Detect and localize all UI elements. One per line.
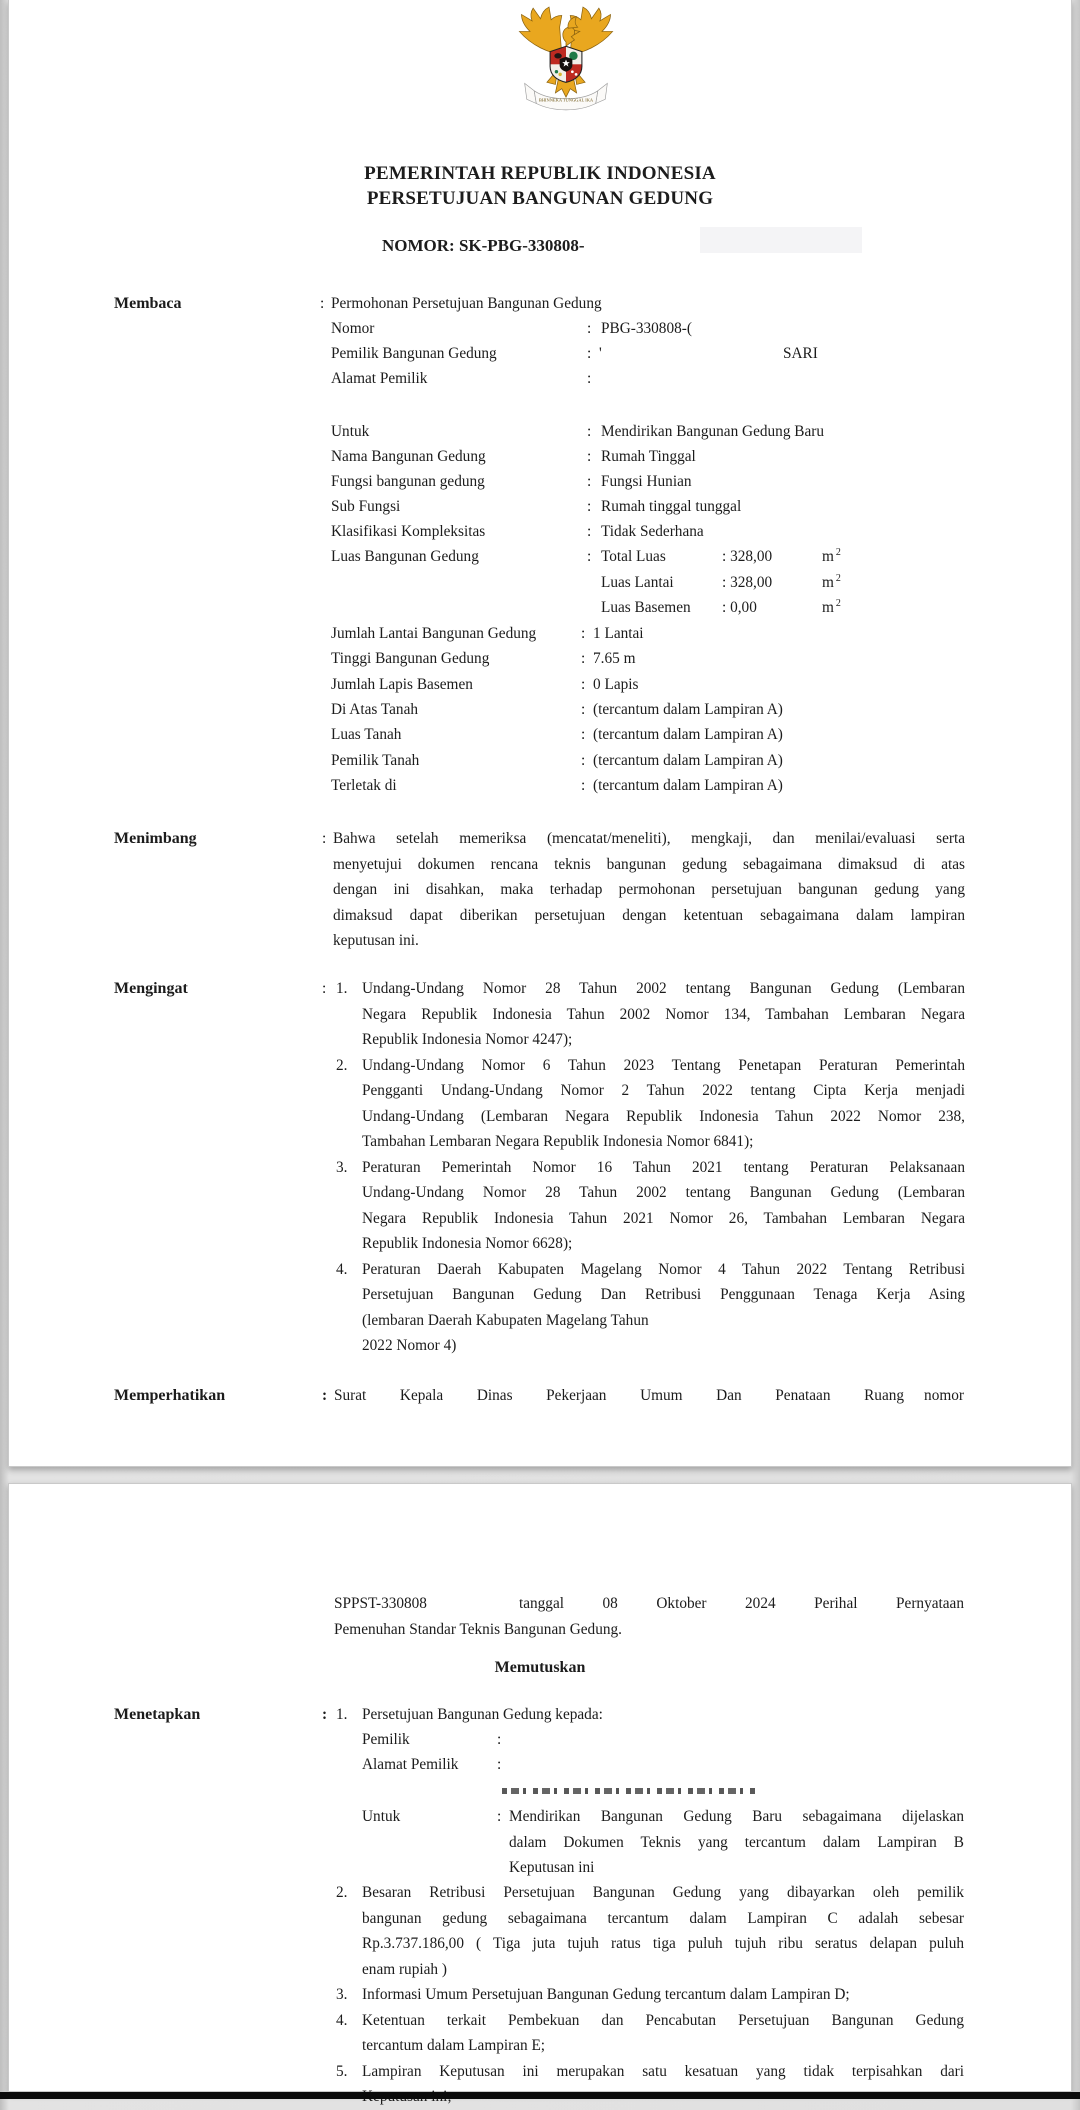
field-label: Klasifikasi Kompleksitas: [331, 523, 486, 540]
list-item-line: Undang-Undang Nomor 28 Tahun 2002 tentang Bangunan Gedung (Lembaran: [362, 980, 965, 997]
luas-unit: m $^2$: [822, 597, 841, 616]
section-label-memperhatikan: Memperhatikan: [114, 1387, 226, 1404]
list-item-number: 5.: [336, 2062, 348, 2080]
colon: :: [322, 1387, 328, 1404]
list-item-line: (lembaran Daerah Kabupaten Magelang Tahun: [362, 1311, 649, 1329]
colon: :: [581, 701, 586, 718]
luas-unit: m $^2$: [822, 572, 841, 591]
list-item: [336, 2008, 964, 2059]
colon: :: [322, 830, 327, 847]
list-item: [336, 1982, 964, 2008]
document-title-line1: PEMERINTAH REPUBLIK INDONESIA: [364, 163, 716, 184]
field-label: Alamat Pemilik: [331, 370, 428, 387]
document-page-2: [8, 1483, 1072, 2092]
list-item-number: 4.: [336, 1260, 348, 1278]
field-value: 7.65 m: [593, 650, 636, 667]
colon: :: [587, 370, 592, 387]
list-item-line: Pengganti Undang-Undang Nomor 2 Tahun 2022 tentang Cipta Kerja menjadi: [362, 1082, 965, 1099]
menetapkan-list: [336, 1880, 964, 2110]
field-label: Nama Bangunan Gedung: [331, 448, 486, 465]
field-value: Mendirikan Bangunan Gedung Baru: [601, 423, 825, 440]
field-value: 0 Lapis: [593, 676, 639, 693]
field-label: Nomor: [331, 320, 375, 337]
field-value-line: Keputusan ini: [509, 1859, 595, 1876]
field-label: Alamat Pemilik: [362, 1756, 459, 1773]
field-label: Fungsi bangunan gedung: [331, 473, 485, 490]
colon: :: [581, 726, 586, 743]
field-value-line: Mendirikan Bangunan Gedung Baru sebagaimana dijelaskan: [509, 1808, 964, 1825]
field-value: PBG-330808-(: [601, 320, 692, 337]
colon: :: [581, 752, 586, 769]
field-label: Pemilik Bangunan Gedung: [331, 345, 497, 362]
field-label: Terletak di: [331, 777, 397, 794]
field-label: Jumlah Lantai Bangunan Gedung: [331, 625, 537, 642]
section-label-mengingat: Mengingat: [114, 980, 188, 997]
document-number: NOMOR: SK-PBG-330808-: [382, 236, 585, 255]
paragraph-line: dengan ini disahkan, maka terhadap permohonan persetujuan bangunan gedung yang: [333, 881, 965, 898]
list-item-line: Negara Republik Indonesia Tahun 2021 Nomor 26, Tambahan Lembaran Negara: [362, 1209, 965, 1227]
redacted-text-remnant: [502, 1788, 758, 1794]
field-label: Luas Tanah: [331, 726, 402, 743]
list-item-line: Ketentuan terkait Pembekuan dan Pencabutan Persetujuan Bangunan Gedung: [362, 2011, 964, 2029]
colon: :: [497, 1808, 502, 1825]
field-label: Pemilik Tanah: [331, 752, 420, 769]
luas-value: : 0,00: [722, 599, 757, 616]
colon: :: [587, 345, 592, 362]
field-label: Di Atas Tanah: [331, 701, 419, 718]
list-item-line: Undang-Undang Nomor 28 Tahun 2002 tentang Bangunan Gedung (Lembaran: [362, 1184, 965, 1201]
colon: :: [587, 523, 592, 540]
field-label: Luas Bangunan Gedung: [331, 548, 479, 565]
untuk-value: [509, 1804, 964, 1881]
colon: :: [581, 676, 586, 693]
paragraph-line: menyetujui dokumen rencana teknis bangunan gedung sebagaimana dimaksud di atas: [333, 855, 965, 873]
field-value: (tercantum dalam Lampiran A): [593, 701, 783, 718]
colon: :: [322, 1706, 328, 1723]
luas-value: : 328,00: [722, 574, 773, 591]
colon: :: [587, 473, 592, 490]
list-item-number: 3.: [336, 1158, 348, 1176]
colon: :: [320, 295, 325, 312]
bottom-black-bar: [0, 2092, 1080, 2099]
list-item-number: 1.: [336, 980, 348, 997]
field-value: (tercantum dalam Lampiran A): [593, 752, 783, 769]
colon: :: [322, 980, 327, 997]
list-item-line: bangunan gedung sebagaimana tercantum dalam Lampiran C adalah sebesar: [362, 1909, 964, 1927]
continuation-line: Pemenuhan Standar Teknis Bangunan Gedung.: [334, 1620, 622, 1638]
field-label: Untuk: [331, 423, 370, 440]
membaca-intro: Permohonan Persetujuan Bangunan Gedung: [331, 295, 602, 312]
reference-number: SPPST-330808: [334, 1595, 427, 1612]
colon: :: [587, 423, 592, 440]
list-item-number: 2.: [336, 1056, 348, 1074]
luas-unit: m $^2$: [822, 546, 841, 565]
field-value: Rumah tinggal tunggal: [601, 498, 742, 515]
list-item-line: Peraturan Daerah Kabupaten Magelang Nomor 4 Tahun 2022 Tentang Retribusi: [362, 1260, 965, 1278]
list-item-line: Undang-Undang Nomor 6 Tahun 2023 Tentang Penetapan Peraturan Pemerintah: [362, 1056, 965, 1074]
field-value: 1 Lantai: [593, 625, 644, 642]
field-label: Jumlah Lapis Basemen: [331, 676, 473, 693]
list-item-line: Tambahan Lembaran Negara Republik Indonesia Nomor 6841);: [362, 1133, 754, 1150]
memutuskan-heading: Memutuskan: [494, 1659, 586, 1676]
luas-name: Luas Lantai: [601, 574, 674, 591]
list-item-text: Persetujuan Bangunan Gedung kepada:: [362, 1706, 603, 1723]
list-item-line: Peraturan Pemerintah Nomor 16 Tahun 2021 tentang Peraturan Pelaksanaan: [362, 1158, 965, 1176]
colon: :: [587, 320, 592, 337]
list-item-line: Lampiran Keputusan ini merupakan satu kesatuan yang tidak terpisahkan dari: [362, 2062, 964, 2080]
list-item-line: enam rupiah ): [362, 1960, 447, 1978]
list-item-line: Undang-Undang (Lembaran Negara Republik Indonesia Tahun 2022 Nomor 238,: [362, 1107, 965, 1125]
luas-value: : 328,00: [722, 548, 773, 565]
luas-name: Luas Basemen: [601, 599, 691, 616]
field-value-partial: SARI: [783, 345, 818, 362]
list-item-line: Informasi Umum Persetujuan Bangunan Gedung tercantum dalam Lampiran D;: [362, 1986, 850, 2003]
paragraph-line: dimaksud dapat diberikan persetujuan dengan ketentuan sebagaimana dalam lampiran: [333, 906, 965, 924]
section-label-membaca: Membaca: [114, 295, 182, 312]
field-value: Rumah Tinggal: [601, 448, 696, 465]
luas-name: Total Luas: [601, 548, 666, 565]
list-item-line: Persetujuan Bangunan Gedung Dan Retribusi Penggunaan Tenaga Kerja Asing: [362, 1286, 965, 1303]
section-label-menetapkan: Menetapkan: [114, 1706, 201, 1723]
field-value-line: dalam Dokumen Teknis yang tercantum dalam Lampiran B: [509, 1833, 964, 1851]
colon: :: [587, 548, 592, 565]
list-item-line: Negara Republik Indonesia Tahun 2002 Nomor 134, Tambahan Lembaran Negara: [362, 1005, 965, 1023]
field-label: Tinggi Bangunan Gedung: [331, 650, 490, 667]
ribbon-motto: BHINNEKA TUNGGAL IKA: [538, 97, 594, 103]
colon: :: [497, 1756, 502, 1773]
list-item: [336, 1880, 964, 1982]
list-item-number: 1.: [336, 1706, 348, 1723]
list-item-line: Rp.3.737.186,00 ( Tiga juta tujuh ratus tiga puluh tujuh ribu seratus delapan puluh: [362, 1935, 964, 1952]
paragraph-line: keputusan ini.: [333, 932, 419, 949]
list-item-number: 3.: [336, 1986, 348, 2003]
list-item-line: Besaran Retribusi Persetujuan Bangunan Gedung yang dibayarkan oleh pemilik: [362, 1884, 964, 1901]
field-value: (tercantum dalam Lampiran A): [593, 726, 783, 743]
list-item-number: 4.: [336, 2011, 348, 2029]
section-label-menimbang: Menimbang: [114, 830, 197, 847]
colon: :: [581, 777, 586, 794]
list-item: [336, 2059, 964, 2110]
colon: :: [587, 448, 592, 465]
list-item-line: 2022 Nomor 4): [362, 1337, 457, 1354]
colon: :: [581, 625, 586, 642]
colon: :: [497, 1731, 502, 1748]
list-item-number: 2.: [336, 1884, 348, 1901]
colon: :: [587, 498, 592, 515]
field-value: ': [599, 345, 602, 362]
list-item-line: Republik Indonesia Nomor 4247);: [362, 1031, 573, 1048]
paragraph-line: Bahwa setelah memeriksa (mencatat/meneliti), mengkaji, dan menilai/evaluasi serta: [333, 830, 965, 847]
field-value: Fungsi Hunian: [601, 473, 692, 490]
continuation-line: [334, 1591, 964, 1617]
continuation-text: tanggal 08 Oktober 2024 Perihal Pernyataan: [518, 1595, 964, 1612]
field-label: Pemilik: [362, 1731, 410, 1748]
field-value: Tidak Sederhana: [601, 523, 704, 540]
field-label: Sub Fungsi: [331, 498, 401, 515]
memperhatikan-text: Surat Kepala Dinas Pekerjaan Umum Dan Penataan Ruang: [334, 1387, 905, 1404]
document-title-line2: PERSETUJUAN BANGUNAN GEDUNG: [366, 188, 714, 209]
memperhatikan-tail: nomor: [924, 1387, 964, 1404]
colon: :: [581, 650, 586, 667]
continuation-paragraph: [334, 1591, 964, 1642]
field-label: Untuk: [362, 1808, 401, 1825]
list-item-line: Republik Indonesia Nomor 6628);: [362, 1235, 573, 1252]
list-item-line: tercantum dalam Lampiran E;: [362, 2037, 546, 2054]
field-value: (tercantum dalam Lampiran A): [593, 777, 783, 794]
